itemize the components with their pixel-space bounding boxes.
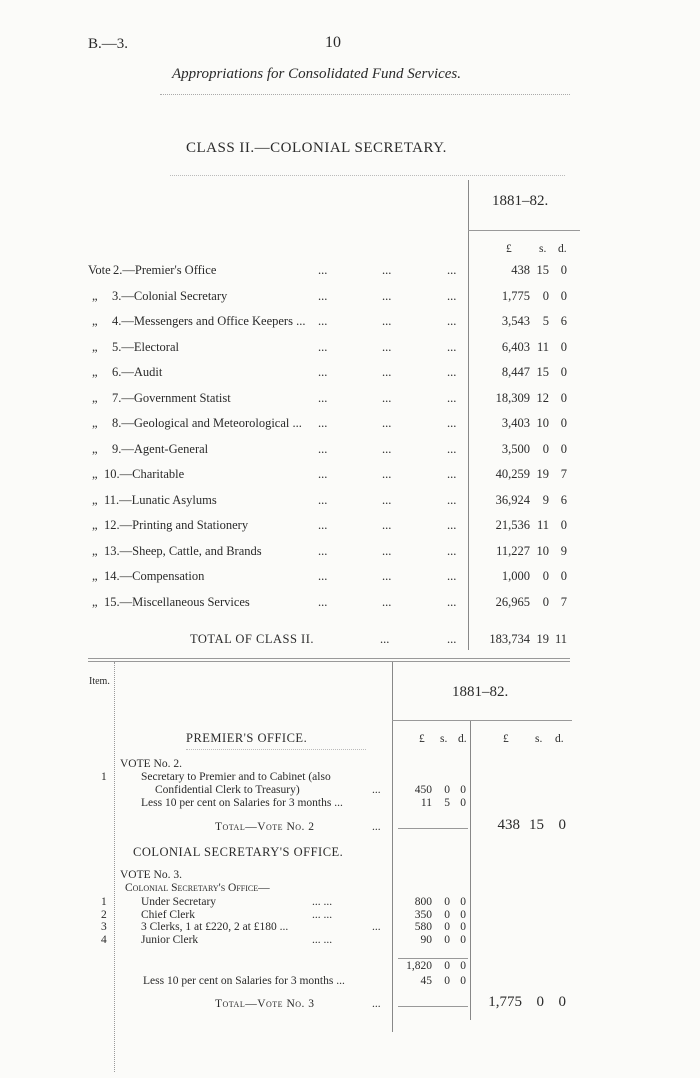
summary-pence-header: d. xyxy=(558,243,567,255)
summary-row-shillings: 15 xyxy=(536,365,549,379)
detail-year-rule xyxy=(392,720,572,721)
summary-row xyxy=(0,467,700,489)
detail-year: 1881–82. xyxy=(452,684,509,700)
summary-row xyxy=(0,416,700,438)
summary-row-shillings: 15 xyxy=(536,263,549,277)
summary-row-label: 6.—Audit xyxy=(112,365,163,379)
leader-dots: ... xyxy=(382,441,392,456)
summary-row xyxy=(0,314,700,336)
header-rule xyxy=(160,94,570,95)
summary-row-label: 5.—Electoral xyxy=(112,339,179,354)
ditto-mark: „ xyxy=(92,492,98,507)
summary-row-label: 12.—Printing and Stationery xyxy=(104,518,249,532)
colonial-total-pence: 0 xyxy=(558,994,566,1010)
summary-total-pounds: 183,734 xyxy=(489,632,530,646)
premier-heading-rule xyxy=(186,749,366,750)
leader-dots: ... xyxy=(318,339,328,354)
premier-line2-dots: ... xyxy=(372,784,381,796)
summary-row xyxy=(0,289,700,311)
leader-dots: ... xyxy=(372,921,381,933)
premier-total-label: Total—Vote No. 2 xyxy=(215,821,315,833)
class-heading: CLASS II.—COLONIAL SECRETARY. xyxy=(186,140,447,156)
colonial-item-no: 3 xyxy=(101,921,107,933)
leader-dots: ... xyxy=(447,314,457,328)
detail-total-shillings-header: s. xyxy=(535,733,543,745)
colonial-item-shillings: 0 xyxy=(444,921,450,933)
summary-row-label: 2.—Premier's Office xyxy=(113,263,217,277)
detail-pence-header: d. xyxy=(458,733,467,745)
summary-shillings-header: s. xyxy=(539,243,547,255)
page-number: 10 xyxy=(325,34,341,51)
summary-row-shillings: 10 xyxy=(536,543,549,558)
ditto-mark: „ xyxy=(92,288,98,303)
leader-dots: ... xyxy=(318,263,328,277)
leader-dots: ... xyxy=(382,365,392,379)
colonial-item-pounds: 800 xyxy=(414,896,432,908)
summary-row-pounds: 26,965 xyxy=(495,594,530,609)
summary-row-label: 4.—Messengers and Office Keepers ... xyxy=(112,314,306,328)
premier-total-shillings: 15 xyxy=(529,817,544,833)
leader-dots: ... xyxy=(382,416,392,430)
summary-row-shillings: 0 xyxy=(542,288,549,303)
leader-dots: ... xyxy=(382,543,392,558)
summary-row-pence: 0 xyxy=(560,441,567,456)
leader-dots: ... xyxy=(318,288,328,303)
colonial-item-no: 2 xyxy=(101,908,107,921)
leader-dots: ... xyxy=(447,569,457,583)
premier-total-pence: 0 xyxy=(558,817,566,833)
summary-row-shillings: 19 xyxy=(536,467,549,481)
ditto-mark: „ xyxy=(92,314,98,328)
premier-line2-pounds: 450 xyxy=(414,784,432,796)
detail-top-rule xyxy=(88,658,570,659)
summary-row-label: 14.—Compensation xyxy=(104,569,205,583)
summary-total-pence: 11 xyxy=(554,632,567,646)
leader-dots: ... xyxy=(318,492,328,507)
leader-dots: ... xyxy=(447,365,457,379)
summary-year-rule xyxy=(468,230,580,231)
summary-year: 1881–82. xyxy=(492,193,549,209)
summary-row-pence: 9 xyxy=(560,543,567,558)
summary-row-label: 15.—Miscellaneous Services xyxy=(104,594,250,609)
summary-row-pence: 7 xyxy=(560,467,567,481)
summary-total-label: TOTAL OF CLASS II. xyxy=(190,632,314,646)
summary-row-pounds: 3,500 xyxy=(501,441,530,456)
summary-row-pence: 0 xyxy=(560,390,567,405)
colonial-item-label: Chief Clerk xyxy=(141,908,195,921)
ditto-mark: „ xyxy=(92,441,98,456)
class-heading-rule xyxy=(170,175,565,176)
summary-row-pence: 6 xyxy=(560,314,567,328)
detail-total-pounds-header: £ xyxy=(503,733,509,745)
ditto-mark: „ xyxy=(92,390,98,405)
colonial-total-dots: ... xyxy=(372,998,381,1010)
item-header: Item. xyxy=(89,676,110,687)
summary-row-pence: 7 xyxy=(560,594,567,609)
leader-dots: ... xyxy=(318,314,328,328)
summary-total-dots: ... xyxy=(380,632,390,646)
summary-row-pence: 0 xyxy=(560,518,567,532)
colonial-subtotal-rule xyxy=(398,958,468,959)
detail-pounds-header: £ xyxy=(419,733,425,745)
summary-row-pence: 0 xyxy=(560,365,567,379)
leader-dots: ... ... xyxy=(312,908,333,921)
leader-dots: ... xyxy=(447,288,457,303)
summary-row-pence: 0 xyxy=(560,263,567,277)
summary-row-pounds: 8,447 xyxy=(501,365,530,379)
colonial-item-pence: 0 xyxy=(460,896,466,908)
summary-row-pounds: 3,403 xyxy=(501,416,530,430)
summary-row-pounds: 21,536 xyxy=(495,518,530,532)
premier-vote: VOTE No. 2. xyxy=(120,758,182,770)
colonial-subtotal-pounds: 1,820 xyxy=(406,960,432,972)
colonial-item-pence: 0 xyxy=(460,933,466,946)
summary-row-shillings: 0 xyxy=(542,441,549,456)
summary-row xyxy=(0,340,700,362)
summary-row xyxy=(0,391,700,413)
summary-row xyxy=(0,595,700,617)
summary-row-label: 11.—Lunatic Asylums xyxy=(104,492,217,507)
leader-dots: ... xyxy=(447,441,457,456)
leader-dots: ... xyxy=(318,416,328,430)
amount-column-rule xyxy=(392,662,393,1032)
colonial-item-pence: 0 xyxy=(460,908,466,921)
leader-dots: ... xyxy=(382,569,392,583)
summary-row-shillings: 10 xyxy=(536,416,549,430)
premier-item-no: 1 xyxy=(101,771,107,783)
summary-row-pounds: 18,309 xyxy=(495,390,530,405)
leader-dots: ... xyxy=(447,492,457,507)
leader-dots: ... ... xyxy=(312,933,333,946)
premier-total-pounds: 438 xyxy=(497,817,520,833)
colonial-item-label: 3 Clerks, 1 at £220, 2 at £180 ... xyxy=(141,921,289,933)
colonial-item-pounds: 90 xyxy=(420,933,432,946)
summary-row-pounds: 1,775 xyxy=(501,288,530,303)
colonial-subtotal-shillings: 0 xyxy=(444,960,450,972)
summary-row-label: 10.—Charitable xyxy=(104,467,185,481)
summary-row-shillings: 11 xyxy=(536,518,549,532)
colonial-item-shillings: 0 xyxy=(444,908,450,921)
leader-dots: ... xyxy=(447,467,457,481)
leader-dots: ... xyxy=(318,543,328,558)
leader-dots: ... xyxy=(318,467,328,481)
ditto-mark: „ xyxy=(92,467,98,481)
colonial-item-shillings: 0 xyxy=(444,933,450,946)
leader-dots: ... xyxy=(447,390,457,405)
summary-row-pounds: 3,543 xyxy=(501,314,530,328)
summary-total-dots-2: ... xyxy=(447,632,457,646)
detail-shillings-header: s. xyxy=(440,733,448,745)
summary-row xyxy=(0,263,700,285)
leader-dots: ... xyxy=(318,569,328,583)
total-column-rule xyxy=(470,720,471,1020)
premier-less-shillings: 5 xyxy=(444,797,450,809)
premier-less-pounds: 11 xyxy=(420,797,432,809)
colonial-item-label: Under Secretary xyxy=(141,896,217,908)
leader-dots: ... xyxy=(382,288,392,303)
leader-dots: ... xyxy=(382,390,392,405)
leader-dots: ... xyxy=(318,441,328,456)
premier-total-dots: ... xyxy=(372,821,381,833)
summary-row-pounds: 1,000 xyxy=(501,569,530,583)
premier-line2-pence: 0 xyxy=(460,784,466,796)
ditto-mark: „ xyxy=(92,365,98,379)
summary-row-pounds: 36,924 xyxy=(495,492,530,507)
summary-row-label: 13.—Sheep, Cattle, and Brands xyxy=(104,543,262,558)
summary-row-pounds: 6,403 xyxy=(501,339,530,354)
document-code: B.—3. xyxy=(88,36,129,52)
summary-row-pence: 0 xyxy=(560,569,567,583)
leader-dots: ... xyxy=(382,518,392,532)
ditto-mark: „ xyxy=(92,594,98,609)
leader-dots: ... xyxy=(382,314,392,328)
summary-row-label: 9.—Agent-General xyxy=(112,441,209,456)
summary-row xyxy=(0,569,700,591)
colonial-less-pence: 0 xyxy=(460,975,466,987)
premier-line2: Confidential Clerk to Treasury) xyxy=(155,784,300,796)
summary-row-pounds: 11,227 xyxy=(496,543,530,558)
colonial-vote: VOTE No. 3. xyxy=(120,869,182,881)
colonial-heading: COLONIAL SECRETARY'S OFFICE. xyxy=(133,845,344,859)
ditto-mark: „ xyxy=(92,543,98,558)
vote-word: Vote xyxy=(88,263,111,277)
leader-dots: ... xyxy=(447,594,457,609)
leader-dots: ... xyxy=(447,263,457,277)
summary-row-label: 3.—Colonial Secretary xyxy=(112,288,228,303)
colonial-less-pounds: 45 xyxy=(420,975,432,987)
summary-row-label: 7.—Government Statist xyxy=(112,390,231,405)
summary-row-shillings: 9 xyxy=(542,492,549,507)
ditto-mark: „ xyxy=(92,339,98,354)
colonial-total-shillings: 0 xyxy=(536,994,544,1010)
item-column-rule xyxy=(114,662,115,1072)
summary-row-shillings: 11 xyxy=(536,339,549,354)
colonial-total-pounds: 1,775 xyxy=(488,994,522,1010)
premier-total-rule xyxy=(398,828,468,829)
detail-top-rule-2 xyxy=(88,661,570,662)
summary-row-shillings: 0 xyxy=(542,569,549,583)
summary-pounds-header: £ xyxy=(506,243,512,255)
colonial-item-pounds: 580 xyxy=(414,921,432,933)
summary-row-pence: 0 xyxy=(560,339,567,354)
premier-line1: Secretary to Premier and to Cabinet (also xyxy=(141,771,331,783)
leader-dots: ... xyxy=(382,339,392,354)
premier-less-pence: 0 xyxy=(460,797,466,809)
colonial-item-pounds: 350 xyxy=(414,908,432,921)
ditto-mark: „ xyxy=(92,569,98,583)
colonial-item-no: 4 xyxy=(101,933,107,946)
leader-dots: ... ... xyxy=(312,896,333,908)
summary-row-shillings: 0 xyxy=(542,594,549,609)
summary-row xyxy=(0,518,700,540)
colonial-subheading: Colonial Secretary's Office— xyxy=(125,882,270,894)
colonial-item-shillings: 0 xyxy=(444,896,450,908)
summary-row xyxy=(0,442,700,464)
premier-heading: PREMIER'S OFFICE. xyxy=(186,731,308,745)
leader-dots: ... xyxy=(447,416,457,430)
summary-row-pounds: 438 xyxy=(511,263,530,277)
leader-dots: ... xyxy=(382,492,392,507)
leader-dots: ... xyxy=(382,594,392,609)
ditto-mark: „ xyxy=(92,518,98,532)
summary-row-label: 8.—Geological and Meteorological ... xyxy=(112,416,302,430)
page-title: Appropriations for Consolidated Fund Services. xyxy=(172,66,462,82)
colonial-total-rule xyxy=(398,1006,468,1007)
leader-dots: ... xyxy=(447,518,457,532)
colonial-less-shillings: 0 xyxy=(444,975,450,987)
leader-dots: ... xyxy=(447,543,457,558)
colonial-total-label: Total—Vote No. 3 xyxy=(215,998,315,1010)
leader-dots: ... xyxy=(318,518,328,532)
summary-row-shillings: 5 xyxy=(542,314,549,328)
summary-row xyxy=(0,493,700,515)
colonial-item-pence: 0 xyxy=(460,921,466,933)
summary-row xyxy=(0,365,700,387)
summary-row-pounds: 40,259 xyxy=(495,467,530,481)
detail-total-pence-header: d. xyxy=(555,733,564,745)
leader-dots: ... xyxy=(382,263,392,277)
summary-total-shillings: 19 xyxy=(536,632,549,646)
premier-line2-shillings: 0 xyxy=(444,784,450,796)
summary-row-shillings: 12 xyxy=(536,390,549,405)
leader-dots: ... xyxy=(318,390,328,405)
colonial-less: Less 10 per cent on Salaries for 3 months ... xyxy=(143,975,345,987)
summary-row-pence: 0 xyxy=(560,416,567,430)
leader-dots: ... xyxy=(447,339,457,354)
leader-dots: ... xyxy=(382,467,392,481)
summary-row xyxy=(0,544,700,566)
premier-less: Less 10 per cent on Salaries for 3 months ... xyxy=(141,797,343,809)
summary-row-pence: 6 xyxy=(560,492,567,507)
summary-row-pence: 0 xyxy=(560,288,567,303)
colonial-subtotal-pence: 0 xyxy=(460,960,466,972)
ditto-mark: „ xyxy=(92,416,98,430)
leader-dots: ... xyxy=(318,594,328,609)
colonial-item-label: Junior Clerk xyxy=(141,933,199,946)
colonial-item-no: 1 xyxy=(101,896,107,908)
leader-dots: ... xyxy=(318,365,328,379)
